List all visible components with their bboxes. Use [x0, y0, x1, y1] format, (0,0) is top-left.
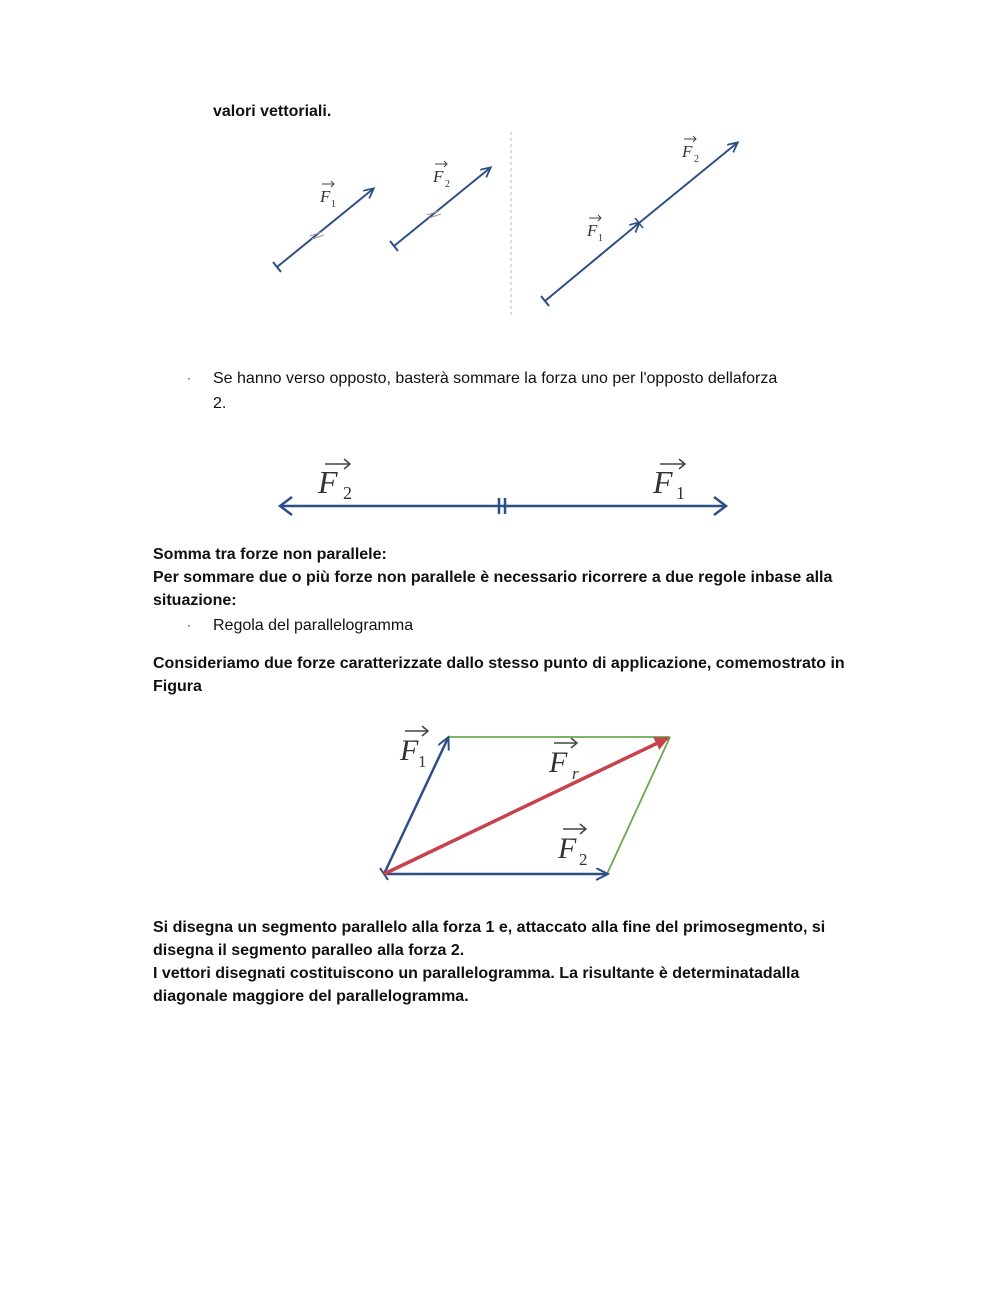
label-f1-sub: 1	[418, 752, 427, 771]
label-fr: F	[549, 746, 568, 779]
label-f1-opposite: F	[653, 464, 673, 500]
label-f2-left: F	[433, 167, 444, 186]
label-f2-opposite-sub: 2	[343, 483, 352, 503]
label-f2-opposite: F	[318, 464, 338, 500]
bullet-1-line-1: Se hanno verso opposto, basterà sommare la forza uno per l'opposto dellaforza	[213, 370, 778, 387]
section-para-line-1: Per sommare due o più forze non parallele è necessario ricorrere a due regole inbase alla	[153, 569, 833, 586]
vector-resultant	[384, 738, 668, 874]
closing-line-1: Si disegna un segmento parallelo alla forza 1 e, attaccato alla fine del primosegmento, si	[153, 919, 826, 936]
label-fr-sub: r	[572, 764, 579, 783]
bullet-2: Regola del parallelogramma	[213, 617, 414, 634]
bullet-marker-2: ·	[187, 618, 191, 632]
section-para-line-2: situazione:	[153, 592, 237, 609]
label-f2-right: F	[682, 142, 693, 161]
label-f2-sub: 2	[579, 850, 588, 869]
label-f1-left: F	[320, 187, 331, 206]
closing-line-4: diagonale maggiore del parallelogramma.	[153, 988, 469, 1005]
closing-line-2: disegna il segmento paralleo alla forza 2.	[153, 942, 465, 959]
parallel-to-f1	[607, 737, 670, 874]
label-f2: F	[558, 832, 577, 865]
consider-line-1: Consideriamo due forze caratterizzate dallo stesso punto di applicazione, comemostrato in	[153, 655, 845, 672]
label-f1-left-sub: 1	[331, 199, 336, 210]
closing-line-3: I vettori disegnati costituiscono un parallelogramma. La risultante è determinatadalla	[153, 965, 800, 982]
label-f2-left-sub: 2	[445, 179, 450, 190]
label-f2-right-sub: 2	[694, 154, 699, 165]
label-f1: F	[400, 734, 419, 767]
label-f1-right-sub: 1	[598, 233, 603, 244]
label-f1-right: F	[587, 221, 598, 240]
bullet-marker-1: ·	[187, 371, 191, 385]
intro-line: valori vettoriali.	[213, 103, 332, 120]
bullet-1-line-2: 2.	[213, 395, 227, 412]
consider-line-2: Figura	[153, 678, 202, 695]
label-f1-opposite-sub: 1	[676, 483, 685, 503]
section-heading: Somma tra forze non parallele:	[153, 546, 387, 563]
